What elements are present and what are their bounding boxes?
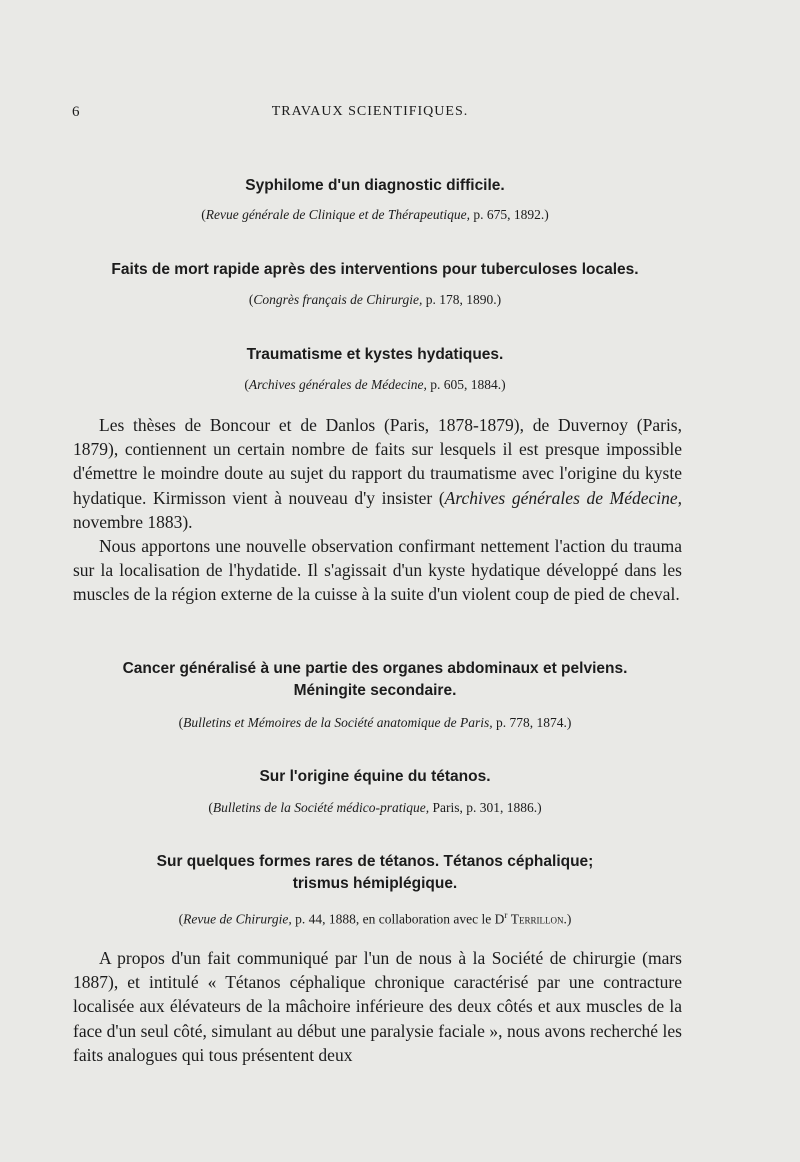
section-title-tetanos-line2: trismus hémiplégique. — [292, 875, 458, 892]
paragraph-nouvelle-observation: Nous apportons une nouvelle observation confirmant nettement l'action du trauma sur la localisation de l'hydatide. Il s'agissait d'un kyste hydatique développé dans les muscles de la région externe de la cuisse à la suite d'un violent coup de pied de cheval. — [73, 536, 682, 605]
page-number: 6 — [72, 104, 80, 120]
paragraph-boncour-danlos: Les thèses de Boncour et de Danlos (Paris, 1878-1879), de Duvernoy (Paris, 1879), contiennent un certain nombre de faits sur lesquels il est presque impossible d'émettre le moindre doute au sujet du rapport du traumatisme avec l'origine du kyste hydatique. Kirmisson vient à nouveau d'y insister (Archives générales de Médecine, novembre 1883). — [73, 415, 682, 532]
citation-syphilome: (Revue générale de Clinique et de Thérapeutique, p. 675, 1892.) — [201, 207, 549, 222]
citation-mort-rapide: (Congrès français de Chirurgie, p. 178, 1890.) — [248, 292, 502, 307]
section-title-tetanos — [70, 851, 680, 895]
running-title: TRAVAUX SCIENTIFIQUES. — [271, 104, 469, 119]
section-title-cancer-line1: Cancer généralisé à une partie des organes abdominaux et pelviens. — [122, 660, 628, 677]
page-header — [0, 104, 800, 128]
section-title-cancer-line2: Méningite secondaire. — [293, 682, 457, 699]
citation-tetanos: (Revue de Chirurgie, p. 44, 1888, en collaboration avec le $D^r$ Terrillon.) — [178, 910, 572, 927]
section-title-origine-equine: Sur l'origine équine du tétanos. — [259, 768, 491, 785]
section-title-mort-rapide: Faits de mort rapide après des interventions pour tuberculoses locales. — [111, 261, 639, 278]
section-title-syphilome: Syphilome d'un diagnostic difficile. — [245, 177, 505, 194]
paragraph-a-propos: A propos d'un fait communiqué par l'un de nous à la Société de chirurgie (mars 1887), et intitulé « Tétanos céphalique chronique caractérisé par une contracture localisée aux élévateurs de la mâchoire inférieure des deux côtés et aux muscles de la face d'un seul côté, simulant au début une paralysie faciale », nous avons recherché les faits analogues qui tous présentent deux — [73, 948, 682, 1065]
citation-cancer: (Bulletins et Mémoires de la Société anatomique de Paris, p. 778, 1874.) — [178, 715, 572, 730]
section-title-traumatisme: Traumatisme et kystes hydatiques. — [246, 346, 504, 363]
section-title-cancer — [60, 658, 690, 702]
citation-traumatisme: (Archives générales de Médecine, p. 605, 1884.) — [244, 377, 506, 392]
citation-origine-equine: (Bulletins de la Société médico-pratique, Paris, p. 301, 1886.) — [208, 800, 542, 815]
section-title-tetanos-line1: Sur quelques formes rares de tétanos. Tétanos céphalique; — [156, 853, 594, 870]
